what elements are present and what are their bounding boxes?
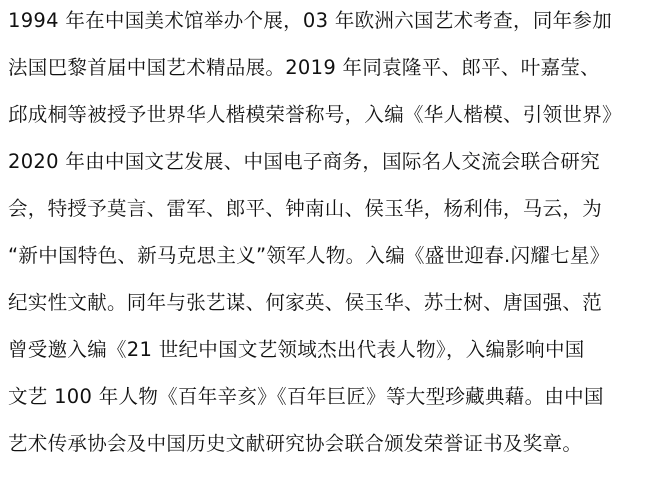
text-line-6: “新中国特色、新马克思主义”领军人物。入编《盛世迎春.闪耀七星》 [8,244,610,267]
text-line-2: 法国巴黎首届中国艺术精品展。2019 年同袁隆平、郎平、叶嘉莹、 [8,56,600,79]
text-line-7: 纪实性文献。同年与张艺谋、何家英、侯玉华、苏士树、唐国强、范 [8,291,603,314]
text-line-1: 1994 年在中国美术馆举办个展，03 年欧洲六国艺术考查，同年参加 [8,9,613,32]
text-line-5: 会，特授予莫言、雷军、郎平、钟南山、侯玉华，杨利伟，马云，为 [8,197,603,220]
text-line-3: 邱成桐等被授予世界华人楷模荣誉称号，入编《华人楷模、引领世界》 [8,103,622,126]
text-line-8: 曾受邀入编《21 世纪中国文艺领域杰出代表人物》，入编影响中国 [8,338,585,361]
text-line-10: 艺术传承协会及中国历史文献研究协会联合颁发荣誉证书及奖章。 [8,432,583,455]
text-line-4: 2020 年由中国文艺发展、中国电子商务，国际名人交流会联合研究 [8,150,600,173]
text-line-9: 文艺 100 年人物《百年辛亥》《百年巨匠》等大型珍藏典藉。由中国 [8,385,604,408]
